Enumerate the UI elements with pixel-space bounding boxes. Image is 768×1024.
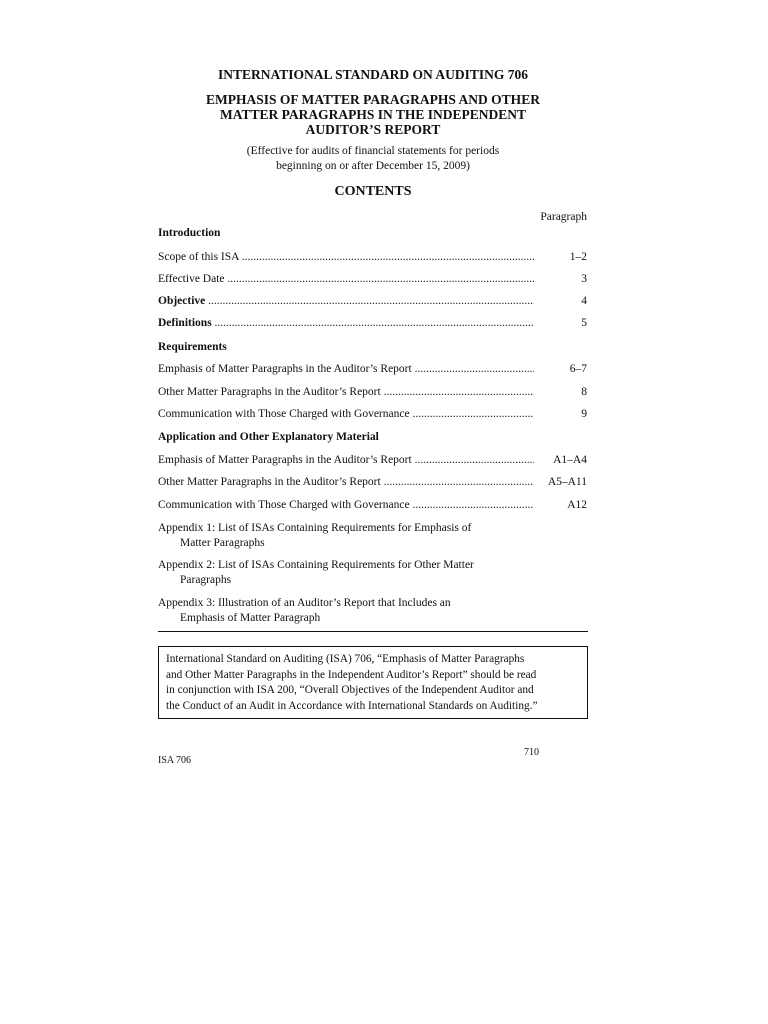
contents-heading: CONTENTS <box>334 184 412 199</box>
note-line-3: in conjunction with ISA 200, “Overall Objectives of the Independent Auditor and <box>166 684 534 697</box>
toc-heading-introduction: Introduction <box>158 227 221 239</box>
toc-entry-req-communication[interactable] <box>158 407 588 422</box>
toc-entry-appendix-3[interactable] <box>158 596 518 626</box>
note-line-4: the Conduct of an Audit in Accordance with International Standards on Auditing.” <box>166 699 538 712</box>
subject-title-line-2: MATTER PARAGRAPHS IN THE INDEPENDENT <box>219 107 527 122</box>
toc-entry-req-other[interactable] <box>158 385 588 400</box>
page-number: 710 <box>524 747 539 758</box>
effective-note-line-2: beginning on or after December 15, 2009) <box>276 160 470 172</box>
footer-label: ISA 706 <box>158 755 192 766</box>
subject-title-line-1: EMPHASIS OF MATTER PARAGRAPHS AND OTHER <box>206 92 540 107</box>
appendix-line-2: Matter Paragraphs <box>180 537 265 549</box>
subject-title-line-3: AUDITOR’S REPORT <box>305 122 441 137</box>
toc-entry-label: Effective Date ..... <box>158 272 534 287</box>
toc-entry-paragraph: A12 <box>567 499 587 511</box>
toc-heading-application: Application and Other Explanatory Material <box>158 431 379 443</box>
toc-entry-app-communication[interactable] <box>158 498 588 513</box>
toc-entry-paragraph: 8 <box>581 386 587 398</box>
toc-entry-req-emphasis[interactable] <box>158 362 588 377</box>
toc-entry-effective-date[interactable] <box>158 272 588 287</box>
effective-note <box>158 144 588 174</box>
effective-note-line-1: (Effective for audits of financial statements for periods <box>246 145 500 157</box>
appendix-line-1: Appendix 3: Illustration of an Auditor’s Report that Includes an <box>158 597 451 609</box>
toc-entry-paragraph: 5 <box>581 317 587 329</box>
toc-entry-label: Objective ..... <box>158 294 534 309</box>
toc-entry-label: Emphasis of Matter Paragraphs in the Auditor’s Report ..... <box>158 362 534 377</box>
toc-entry-label: Communication with Those Charged with Governance ..... <box>158 407 534 422</box>
note-line-2: and Other Matter Paragraphs in the Independent Auditor’s Report” should be read <box>166 668 537 681</box>
toc-entry-appendix-1[interactable] <box>158 521 518 551</box>
appendix-line-1: Appendix 1: List of ISAs Containing Requirements for Emphasis of <box>158 522 472 534</box>
toc-entry-appendix-2[interactable] <box>158 558 518 588</box>
document-subject-title <box>158 92 588 137</box>
toc-entry-label: Communication with Those Charged with Governance ..... <box>158 498 534 513</box>
toc-entry-paragraph: A1–A4 <box>553 454 587 466</box>
appendix-line-2: Emphasis of Matter Paragraph <box>180 612 321 624</box>
toc-entry-definitions[interactable] <box>158 316 588 331</box>
toc-entry-label: Other Matter Paragraphs in the Auditor’s Report ..... <box>158 475 534 490</box>
toc-entry-objective[interactable] <box>158 294 588 309</box>
appendix-line-2: Paragraphs <box>180 574 232 586</box>
section-divider <box>158 631 588 632</box>
appendix-line-1: Appendix 2: List of ISAs Containing Requirements for Other Matter <box>158 559 474 571</box>
toc-entry-label: Other Matter Paragraphs in the Auditor’s Report ..... <box>158 385 534 400</box>
toc-entry-paragraph: 4 <box>581 295 587 307</box>
toc-entry-paragraph: 6–7 <box>569 363 587 375</box>
reading-note-box <box>158 646 588 719</box>
toc-heading-requirements: Requirements <box>158 341 227 353</box>
toc-entry-paragraph: 3 <box>581 273 587 285</box>
toc-entry-paragraph: A5–A11 <box>547 476 587 488</box>
note-line-1: International Standard on Auditing (ISA) 706, “Emphasis of Matter Paragraphs <box>166 653 525 665</box>
toc-entry-label: Scope of this ISA ..... <box>158 250 534 265</box>
toc-entry-app-other[interactable] <box>158 475 588 490</box>
standard-title: INTERNATIONAL STANDARD ON AUDITING 706 <box>217 67 529 82</box>
toc-entry-app-emphasis[interactable] <box>158 453 588 468</box>
toc-entry-paragraph: 1–2 <box>569 251 587 263</box>
toc-entry-scope[interactable] <box>158 250 588 265</box>
toc-entry-label: Definitions ..... <box>158 316 534 331</box>
toc-entry-label: Emphasis of Matter Paragraphs in the Auditor’s Report ..... <box>158 453 534 468</box>
toc-entry-paragraph: 9 <box>581 408 587 420</box>
paragraph-column-label: Paragraph <box>540 211 587 223</box>
